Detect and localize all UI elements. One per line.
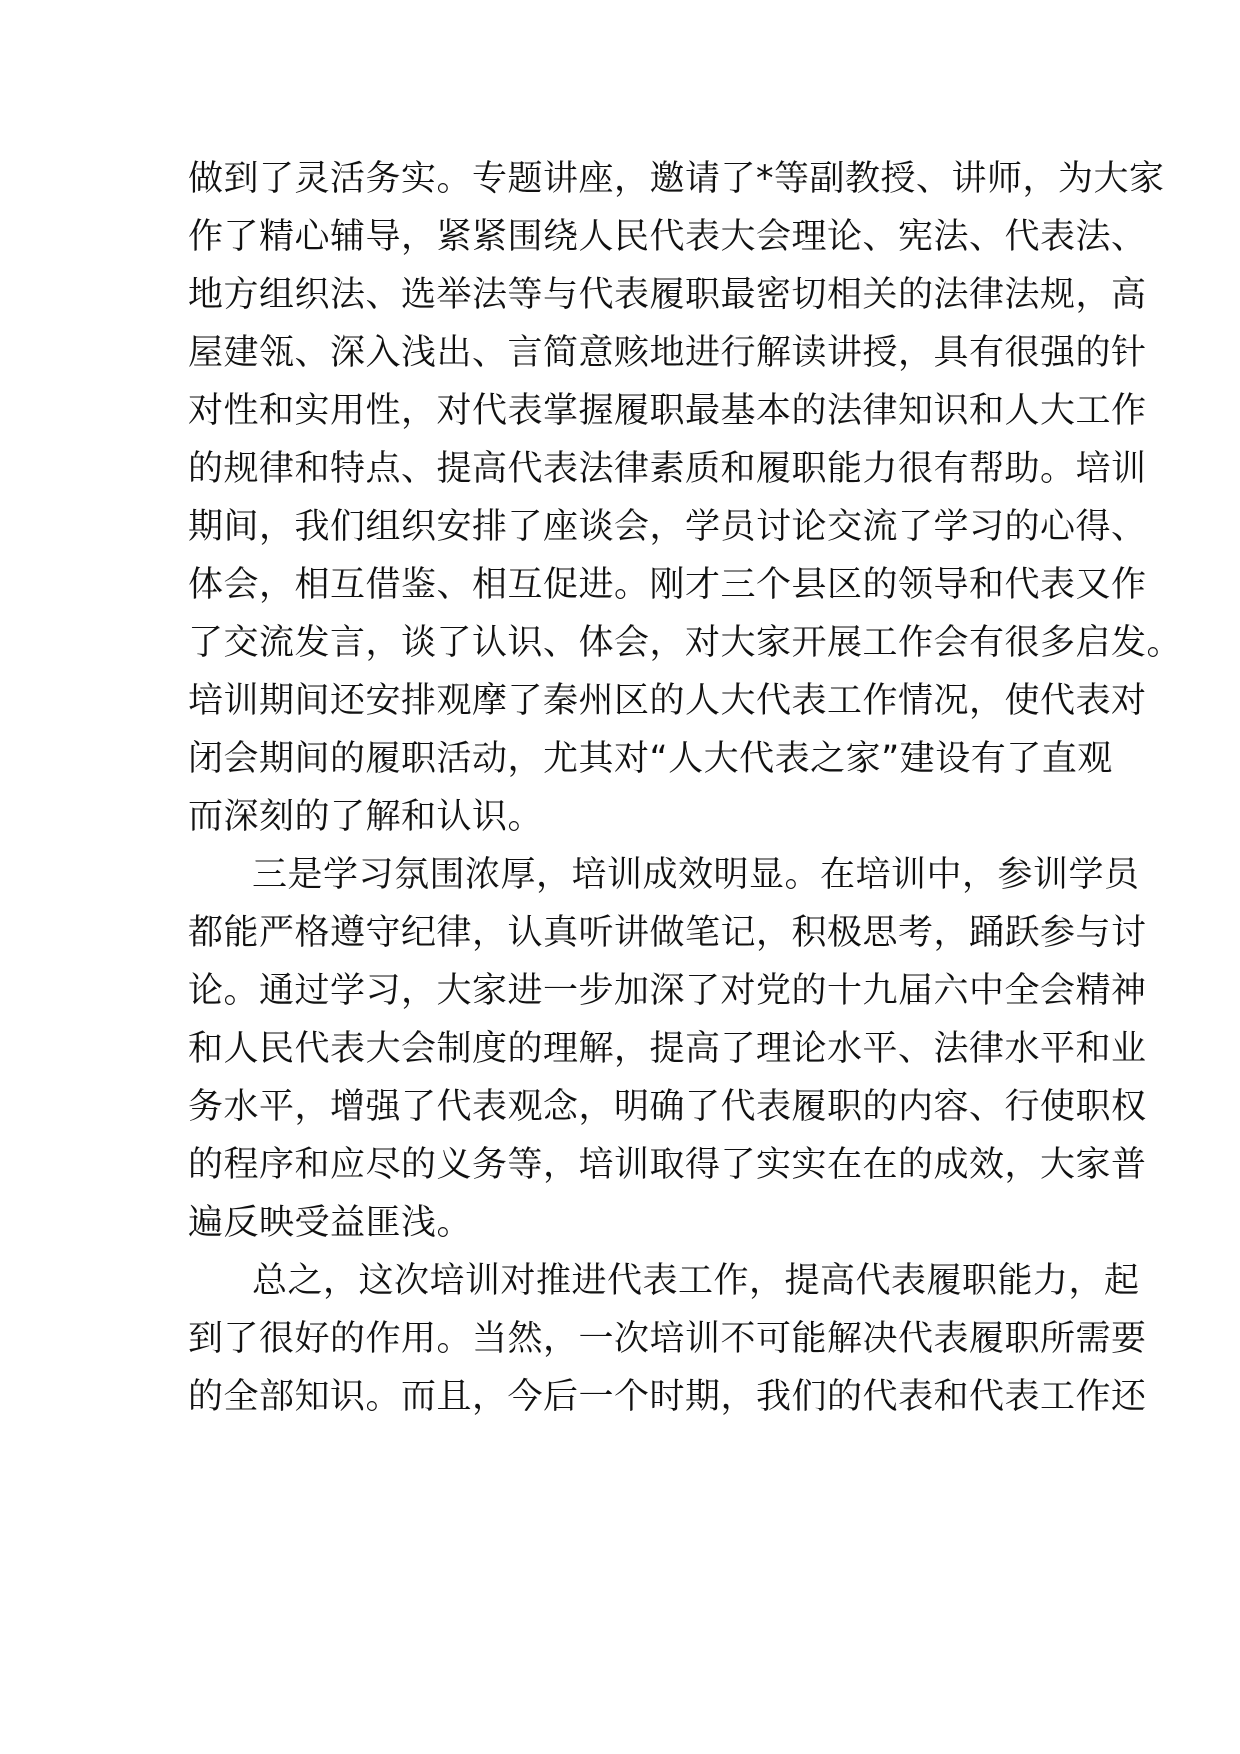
text-line-22: 的全部知识。而且，今后一个时期，我们的代表和代表工作还 bbox=[188, 1377, 1147, 1417]
text-line-9: 了交流发言，谈了认识、体会，对大家开展工作会有很多启发。 bbox=[188, 623, 1183, 663]
text-line-4: 屋建瓴、深入浅出、言简意赅地进行解读讲授，具有很强的针 bbox=[188, 333, 1147, 373]
text-line-14: 都能严格遵守纪律，认真听讲做笔记，积极思考，踊跃参与讨 bbox=[188, 913, 1147, 953]
text-line-11: 闭会期间的履职活动，尤其对“人大代表之家”建设有了直观 bbox=[188, 739, 1113, 779]
text-line-1: 做到了灵活务实。专题讲座，邀请了*等副教授、讲师，为大家 bbox=[188, 159, 1165, 199]
text-line-3: 地方组织法、选举法等与代表履职最密切相关的法律法规，高 bbox=[188, 275, 1147, 315]
text-line-10: 培训期间还安排观摩了秦州区的人大代表工作情况，使代表对 bbox=[188, 681, 1147, 721]
text-line-7: 期间，我们组织安排了座谈会，学员讨论交流了学习的心得、 bbox=[188, 507, 1147, 547]
text-line-19: 遍反映受益匪浅。 bbox=[188, 1203, 473, 1243]
text-line-21: 到了很好的作用。当然，一次培训不可能解决代表履职所需要 bbox=[188, 1319, 1147, 1359]
text-line-17: 务水平，增强了代表观念，明确了代表履职的内容、行使职权 bbox=[188, 1087, 1147, 1127]
text-line-15: 论。通过学习，大家进一步加深了对党的十九届六中全会精神 bbox=[188, 971, 1147, 1011]
paragraph-start-line: 三是学习氛围浓厚，培训成效明显。在培训中，参训学员 bbox=[252, 855, 1140, 895]
text-line-8: 体会，相互借鉴、相互促进。刚才三个县区的领导和代表又作 bbox=[188, 565, 1147, 605]
text-line-6: 的规律和特点、提高代表法律素质和履职能力很有帮助。培训 bbox=[188, 449, 1147, 489]
text-line-5: 对性和实用性，对代表掌握履职最基本的法律知识和人大工作 bbox=[188, 391, 1147, 431]
text-line-2: 作了精心辅导，紧紧围绕人民代表大会理论、宪法、代表法、 bbox=[188, 217, 1147, 257]
text-line-16: 和人民代表大会制度的理解，提高了理论水平、法律水平和业 bbox=[188, 1029, 1147, 1069]
text-line-18: 的程序和应尽的义务等，培训取得了实实在在的成效，大家普 bbox=[188, 1145, 1147, 1185]
paragraph-start-line: 总之，这次培训对推进代表工作，提高代表履职能力，起 bbox=[252, 1261, 1140, 1301]
text-line-12: 而深刻的了解和认识。 bbox=[188, 797, 544, 837]
